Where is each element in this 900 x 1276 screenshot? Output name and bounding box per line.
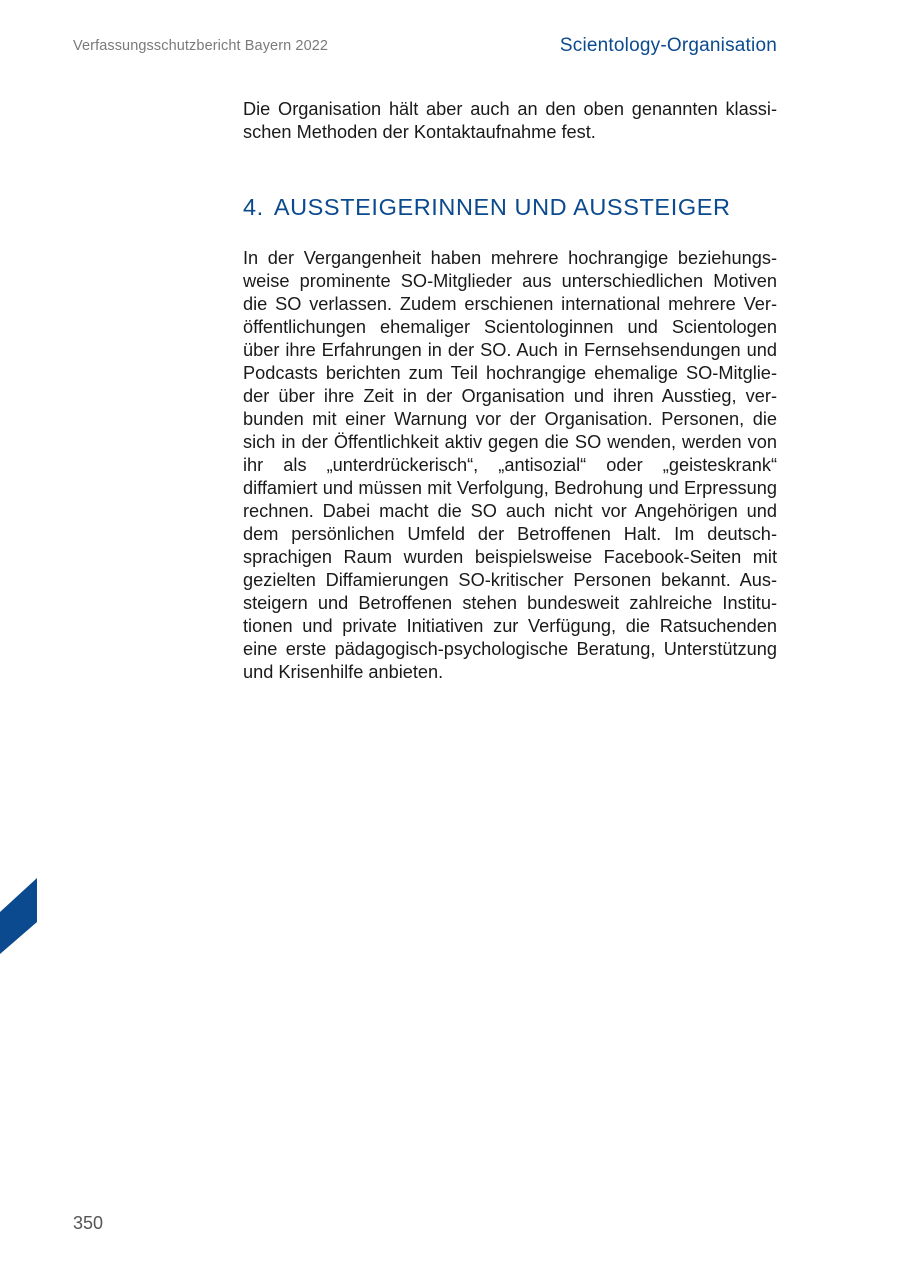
page-content	[243, 98, 777, 684]
intro-paragraph: Die Organisation hält aber auch an den oben genannten klassischen Methoden der Kontaktaufnahme fest.	[243, 99, 777, 142]
running-header-chapter-title: Scientology-Organisation	[559, 35, 777, 56]
page-number: 350	[73, 1213, 104, 1233]
running-header-document-title: Verfassungsschutzbericht Bayern 2022	[73, 38, 329, 54]
section-heading	[243, 144, 777, 247]
chapter-side-tab-marker	[0, 878, 37, 954]
side-tab-shape	[0, 878, 37, 954]
section-number: 4.	[243, 194, 264, 220]
section-paragraph: In der Vergangenheit haben mehrere hochrangige beziehungsweise prominente SO-Mitglieder aus unterschiedlichen Motiven die SO verlassen. Zudem erschienen international mehrere Veröffentlichungen ehemaliger Scientologinnen und Scientologen über ihre Erfahrungen in der SO. Auch in Fernsehsendungen und Podcasts berichten zum Teil hochrangige ehemalige SO-Mitglieder über ihre Zeit in der Organisation und ihren Ausstieg, verbunden mit einer Warnung vor der Organisation. Personen, die sich in der Öffentlichkeit aktiv gegen die SO wenden, werden von ihr als „unterdrückerisch“, „antisozial“ oder „geisteskrank“ diffamiert und müssen mit Verfolgung, Bedrohung und Erpressung rechnen. Dabei macht die SO auch nicht vor Angehörigen und dem persönlichen Umfeld der Betroffenen Halt. Im deutschsprachigen Raum wurden beispielsweise Facebook-Seiten mit gezielten Diffamierungen SO-kritischer Personen bekannt. Aussteigern und Betroffenen stehen bundesweit zahlreiche Institutionen und private Initiativen zur Verfügung, die Ratsuchenden eine erste pädagogisch-psychologische Beratung, Unterstützung und Krisenhilfe anbieten.	[243, 248, 777, 682]
section-title: AUSSTEIGERINNEN UND AUSSTEIGER	[273, 194, 731, 220]
